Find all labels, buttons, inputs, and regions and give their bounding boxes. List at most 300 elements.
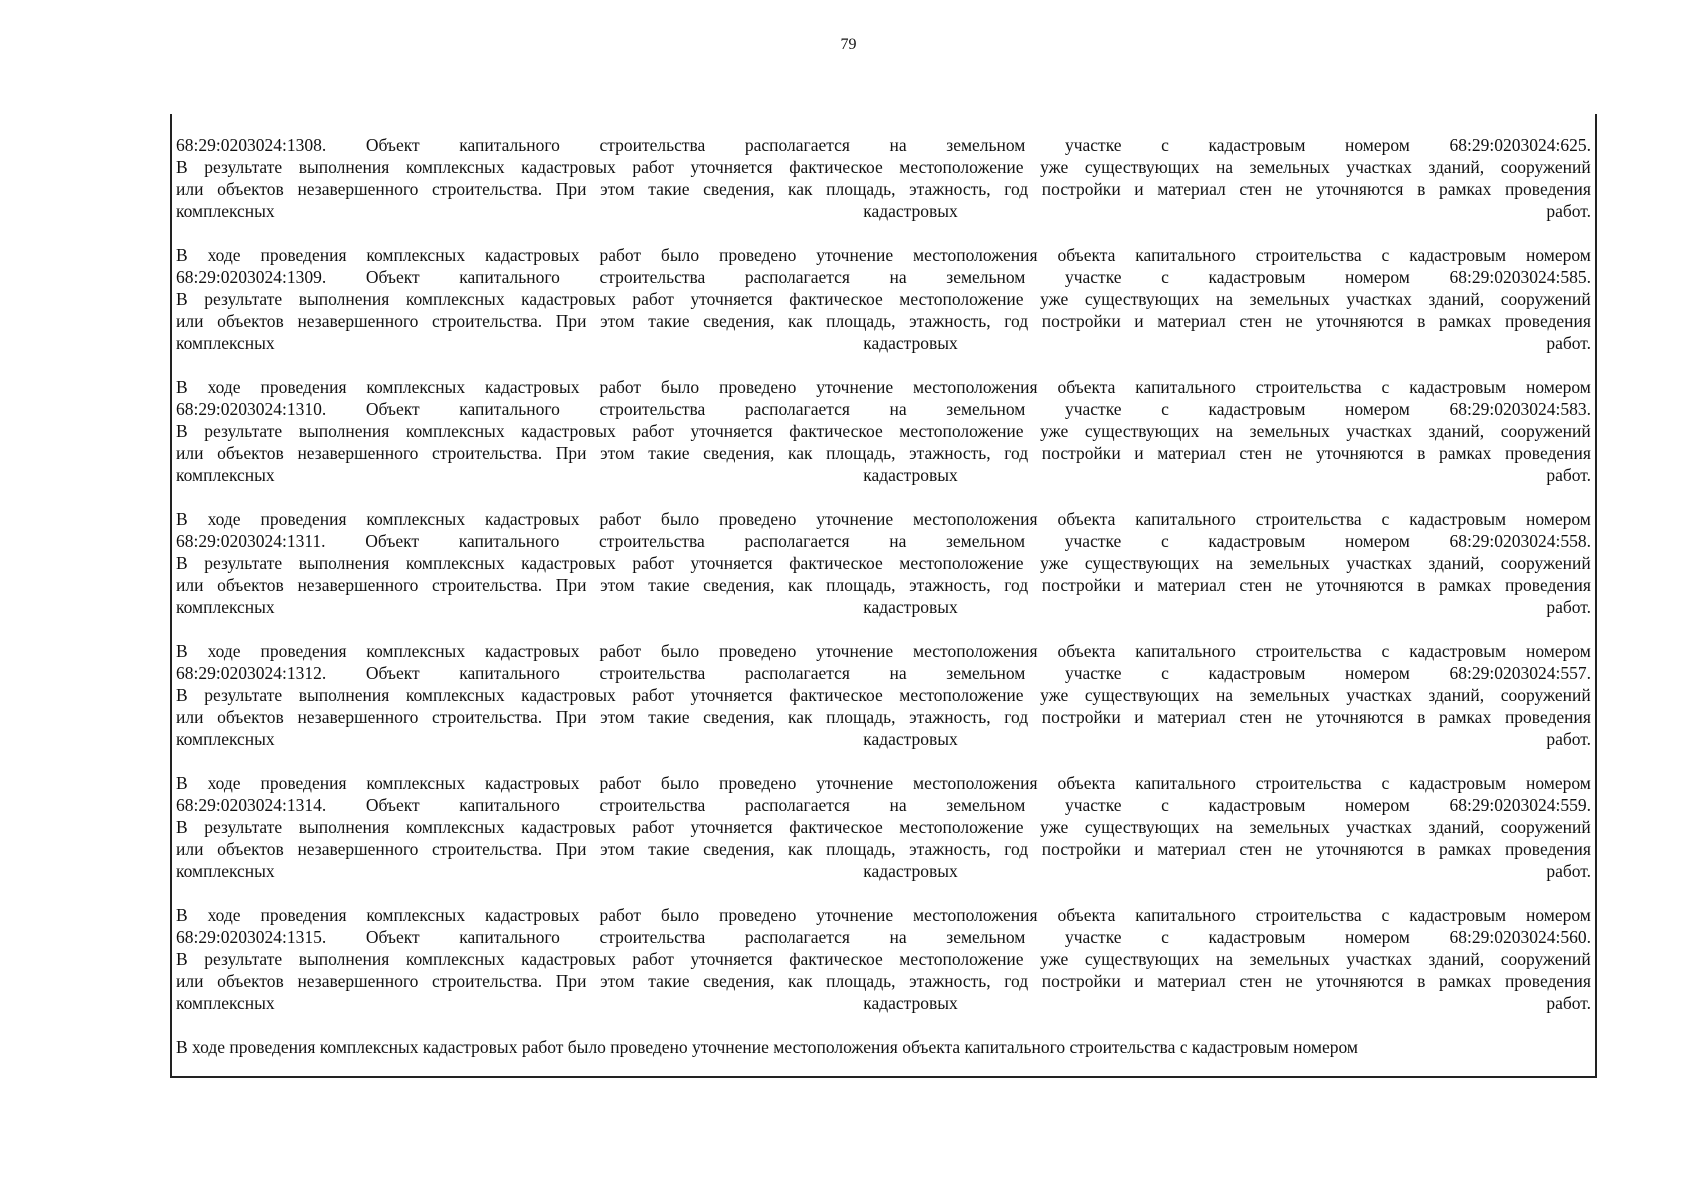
word: уточняется (690, 817, 773, 837)
word: объекта (1057, 773, 1116, 793)
word: В (176, 421, 188, 441)
word: строительства. (431, 311, 543, 331)
word: капитального (1135, 509, 1236, 529)
word: сооружений (1500, 817, 1591, 837)
word: стен (1239, 971, 1272, 991)
word: на (889, 135, 907, 155)
word: зданий, (1428, 157, 1485, 177)
word: как (787, 311, 813, 331)
word: было (660, 641, 700, 661)
text-line (176, 134, 1591, 156)
word: комплексных (176, 729, 275, 749)
word: или (176, 179, 204, 199)
word: строительства (1255, 377, 1362, 397)
text-line (176, 970, 1591, 992)
word: сведения, (703, 707, 775, 727)
word: местоположения (913, 509, 1038, 529)
word: год (1004, 179, 1029, 199)
word: фактическое (789, 421, 883, 441)
word: кадастровых (484, 641, 580, 661)
word: кадастровых (863, 993, 958, 1013)
word: в (1417, 179, 1426, 199)
word: кадастровым (1409, 641, 1507, 661)
word: ходе (207, 905, 241, 925)
word: объектов (217, 575, 284, 595)
word: уточняются (1316, 971, 1404, 991)
word: на (889, 795, 907, 815)
word: Объект (365, 399, 420, 419)
word: капитального (1135, 641, 1236, 661)
word: уточняются (1316, 839, 1404, 859)
word: как (787, 179, 813, 199)
word: незавершенного (297, 971, 419, 991)
word: выполнения (298, 949, 390, 969)
word: ходе (207, 773, 241, 793)
word: кадастровых (863, 333, 958, 353)
word: Объект (365, 531, 420, 551)
word: рамках (1438, 971, 1492, 991)
word: постройки (1041, 839, 1121, 859)
word: стен (1239, 443, 1272, 463)
word: 68:29:0203024:560. (1449, 927, 1591, 947)
word: уточняются (1316, 179, 1404, 199)
word: такие (648, 839, 690, 859)
word: местоположение (899, 949, 1024, 969)
word: местоположения (913, 905, 1038, 925)
word: проведения (1504, 575, 1591, 595)
word: комплексных (176, 597, 275, 617)
word: год (1004, 575, 1029, 595)
word: комплексных (176, 465, 275, 485)
word: кадастровым (1208, 399, 1306, 419)
word: строительства (598, 531, 705, 551)
word: проведения (1504, 971, 1591, 991)
word: кадастровым (1409, 245, 1507, 265)
word: участках (1346, 157, 1412, 177)
word: участке (1064, 927, 1122, 947)
word: работ. (1546, 729, 1591, 749)
word: площадь, (826, 311, 896, 331)
document-table-cell (170, 114, 1597, 1078)
word: местоположения (913, 245, 1038, 265)
word: работ (632, 289, 674, 309)
word: местоположения (913, 641, 1038, 661)
word: объекта (1057, 905, 1116, 925)
word: В ходе проведения комплексных кадастровых работ было проведено уточнение местоположения объекта капитального строительства с кадастровым номером (176, 1037, 1359, 1057)
word: на (889, 531, 907, 551)
word: стен (1239, 575, 1272, 595)
paragraph (176, 244, 1591, 354)
word: располагается (744, 135, 850, 155)
word: выполнения (298, 289, 390, 309)
word: выполнения (298, 421, 390, 441)
word: на (1215, 421, 1234, 441)
word: такие (648, 179, 690, 199)
document-body (176, 134, 1591, 1080)
word: кадастровых (484, 905, 580, 925)
word: с (1161, 399, 1169, 419)
word: площадь, (826, 839, 896, 859)
word: земельных (1249, 553, 1330, 573)
word: номером (1345, 927, 1410, 947)
word: кадастровым (1409, 377, 1507, 397)
word: или (176, 839, 204, 859)
word: местоположение (899, 421, 1024, 441)
word: проведено (718, 905, 797, 925)
word: на (889, 399, 907, 419)
paragraph (176, 376, 1591, 486)
word: объекта (1057, 509, 1116, 529)
word: работ (632, 949, 674, 969)
word: стен (1239, 179, 1272, 199)
word: площадь, (826, 971, 896, 991)
word: капитального (459, 795, 560, 815)
word: уточнение (816, 641, 894, 661)
word: было (660, 377, 700, 397)
word: капитального (459, 663, 560, 683)
word: объекта (1057, 245, 1116, 265)
word: строительства (599, 927, 706, 947)
word: комплексных (405, 685, 505, 705)
word: объектов (217, 179, 284, 199)
word: незавершенного (297, 179, 419, 199)
word: на (1215, 553, 1234, 573)
word: участке (1064, 399, 1122, 419)
word: строительства (1255, 641, 1362, 661)
text-line (176, 706, 1591, 728)
word: уточняются (1316, 311, 1404, 331)
word: материал (1157, 839, 1226, 859)
word: работ (632, 817, 674, 837)
word: уточняется (690, 289, 773, 309)
word: проведения (1504, 707, 1591, 727)
word: земельных (1249, 949, 1330, 969)
word: с (1161, 267, 1169, 287)
word: комплексных (366, 905, 466, 925)
word: кадастровых (863, 201, 958, 221)
word: объекта (1057, 641, 1116, 661)
word: участках (1346, 289, 1412, 309)
word: строительства (1255, 245, 1362, 265)
word: работ (599, 245, 642, 265)
word: сооружений (1500, 157, 1591, 177)
word: кадастровых (521, 949, 616, 969)
word: участке (1064, 267, 1122, 287)
word: проведения (260, 641, 347, 661)
word: работ. (1546, 201, 1591, 221)
word: материал (1157, 311, 1226, 331)
word: уже (1040, 949, 1069, 969)
word: материал (1157, 179, 1226, 199)
word: сведения, (703, 839, 775, 859)
word: проведения (1504, 839, 1591, 859)
word: строительства (1255, 773, 1362, 793)
word: 68:29:0203024:625. (1449, 135, 1591, 155)
word: При (555, 971, 587, 991)
word: проведения (260, 773, 347, 793)
word: с (1161, 795, 1169, 815)
word: 68:29:0203024:559. (1449, 795, 1591, 815)
word: строительства (599, 795, 706, 815)
word: номером (1526, 641, 1591, 661)
word: этажность, (909, 575, 991, 595)
word: земельном (946, 663, 1026, 683)
text-line (176, 376, 1591, 398)
word: 68:29:0203024:1312. (176, 663, 327, 683)
word: комплексных (405, 553, 505, 573)
text-line (176, 992, 1591, 1014)
text-line (176, 926, 1591, 948)
word: ходе (207, 641, 241, 661)
word: уточняется (690, 421, 773, 441)
word: земельном (946, 267, 1026, 287)
word: не (1285, 179, 1303, 199)
word: в (1417, 839, 1426, 859)
word: проведено (718, 377, 797, 397)
word: существующих (1084, 421, 1200, 441)
word: год (1004, 971, 1029, 991)
word: этажность, (909, 839, 991, 859)
text-line (176, 596, 1591, 618)
word: этажность, (909, 971, 991, 991)
word: проведения (260, 245, 347, 265)
word: рамках (1438, 707, 1492, 727)
word: земельном (946, 795, 1026, 815)
word: рамках (1438, 575, 1492, 595)
word: комплексных (366, 773, 466, 793)
word: местоположение (899, 157, 1024, 177)
word: ходе (207, 509, 241, 529)
word: строительства (599, 663, 706, 683)
word: уже (1040, 289, 1069, 309)
word: строительства. (431, 971, 543, 991)
text-line (176, 574, 1591, 596)
word: номером (1526, 245, 1591, 265)
word: комплексных (405, 949, 505, 969)
paragraph (176, 772, 1591, 882)
word: фактическое (789, 157, 883, 177)
word: участках (1346, 421, 1412, 441)
word: местоположения (913, 773, 1038, 793)
word: не (1285, 707, 1303, 727)
word: незавершенного (297, 707, 419, 727)
word: результате (204, 157, 283, 177)
word: 68:29:0203024:1310. (176, 399, 327, 419)
word: работ (599, 377, 642, 397)
word: местоположение (899, 817, 1024, 837)
word: номером (1526, 509, 1591, 529)
word: 68:29:0203024:583. (1449, 399, 1591, 419)
word: При (555, 311, 587, 331)
word: 68:29:0203024:1308. (176, 135, 327, 155)
word: проведения (260, 377, 347, 397)
word: работ (632, 421, 674, 441)
word: уточняется (690, 949, 773, 969)
word: уже (1040, 157, 1069, 177)
word: кадастровым (1409, 773, 1507, 793)
word: Объект (365, 135, 420, 155)
word: выполнения (298, 157, 390, 177)
text-line (176, 244, 1591, 266)
word: этом (600, 839, 635, 859)
word: работ (632, 553, 674, 573)
word: строительства (599, 267, 706, 287)
word: уже (1040, 553, 1069, 573)
word: сведения, (703, 179, 775, 199)
word: земельном (946, 531, 1026, 551)
text-line (176, 662, 1591, 684)
word: с (1161, 135, 1169, 155)
word: располагается (744, 399, 850, 419)
word: При (555, 179, 587, 199)
word: площадь, (826, 575, 896, 595)
paragraph (176, 640, 1591, 750)
word: В (176, 685, 188, 705)
word: участках (1346, 553, 1412, 573)
word: год (1004, 443, 1029, 463)
word: постройки (1041, 443, 1121, 463)
word: не (1285, 971, 1303, 991)
word: площадь, (826, 179, 896, 199)
word: и (1134, 443, 1144, 463)
word: площадь, (826, 443, 896, 463)
word: или (176, 971, 204, 991)
word: этом (600, 443, 635, 463)
word: этом (600, 707, 635, 727)
word: В (176, 949, 188, 969)
word: зданий, (1428, 289, 1485, 309)
word: располагается (744, 927, 850, 947)
word: объектов (217, 839, 284, 859)
word: номером (1526, 905, 1591, 925)
word: номером (1345, 663, 1410, 683)
word: незавершенного (297, 443, 419, 463)
word: на (889, 663, 907, 683)
paragraph (176, 134, 1591, 222)
word: уточнение (816, 245, 894, 265)
word: сведения, (703, 575, 775, 595)
word: кадастровых (484, 245, 580, 265)
word: При (555, 443, 587, 463)
word: участках (1346, 685, 1412, 705)
word: строительства. (431, 839, 543, 859)
word: фактическое (789, 817, 883, 837)
word: капитального (1135, 905, 1236, 925)
word: объекта (1057, 377, 1116, 397)
word: работ. (1546, 333, 1591, 353)
word: зданий, (1428, 421, 1485, 441)
word: этом (600, 311, 635, 331)
word: объектов (217, 311, 284, 331)
word: фактическое (789, 553, 883, 573)
word: уточняются (1316, 575, 1404, 595)
word: капитального (459, 135, 560, 155)
word: номером (1345, 795, 1410, 815)
word: не (1285, 575, 1303, 595)
word: на (1215, 289, 1234, 309)
text-line (176, 640, 1591, 662)
word: проведения (1504, 179, 1591, 199)
word: комплексных (176, 201, 275, 221)
text-line (176, 464, 1591, 486)
word: комплексных (366, 509, 466, 529)
word: 68:29:0203024:1314. (176, 795, 327, 815)
word: кадастровых (521, 685, 616, 705)
text-line (176, 398, 1591, 420)
text-line (176, 508, 1591, 530)
word: уточняются (1316, 707, 1404, 727)
word: как (787, 971, 813, 991)
word: в (1417, 311, 1426, 331)
word: работ. (1546, 597, 1591, 617)
word: незавершенного (297, 839, 419, 859)
word: уточняется (690, 685, 773, 705)
word: строительства. (431, 575, 543, 595)
word: проведено (718, 509, 797, 529)
word: капитального (459, 927, 560, 947)
text-line (176, 200, 1591, 222)
word: кадастровым (1409, 905, 1507, 925)
word: незавершенного (297, 575, 419, 595)
word: проведения (1504, 311, 1591, 331)
text-line (176, 530, 1591, 552)
word: работ (599, 905, 642, 925)
word: работ (632, 157, 674, 177)
word: было (660, 245, 700, 265)
word: на (1215, 817, 1234, 837)
word: комплексных (366, 245, 466, 265)
word: такие (648, 311, 690, 331)
word: стен (1239, 311, 1272, 331)
word: комплексных (405, 817, 505, 837)
word: объектов (217, 443, 284, 463)
word: номером (1344, 531, 1410, 551)
word: рамках (1438, 179, 1492, 199)
text-line (176, 684, 1591, 706)
text-line (176, 816, 1591, 838)
word: В (176, 157, 188, 177)
word: уточняется (690, 157, 773, 177)
word: результате (204, 817, 283, 837)
word: участках (1346, 949, 1412, 969)
word: работ (599, 773, 642, 793)
word: комплексных (176, 861, 275, 881)
word: сооружений (1500, 685, 1591, 705)
word: зданий, (1428, 817, 1485, 837)
word: и (1134, 311, 1144, 331)
word: не (1285, 839, 1303, 859)
word: работ. (1546, 465, 1591, 485)
word: этом (600, 971, 635, 991)
word: результате (204, 289, 283, 309)
word: строительства. (431, 443, 543, 463)
text-line (176, 310, 1591, 332)
word: год (1004, 839, 1029, 859)
word: как (787, 575, 813, 595)
word: участках (1346, 817, 1412, 837)
word: комплексных (366, 641, 466, 661)
word: кадастровых (484, 377, 580, 397)
word: год (1004, 707, 1029, 727)
word: такие (648, 443, 690, 463)
word: с (1381, 905, 1390, 925)
word: местоположения (913, 377, 1038, 397)
word: рамках (1438, 311, 1492, 331)
word: материал (1157, 971, 1226, 991)
word: в (1417, 707, 1426, 727)
word: уточнение (816, 377, 894, 397)
word: не (1285, 443, 1303, 463)
